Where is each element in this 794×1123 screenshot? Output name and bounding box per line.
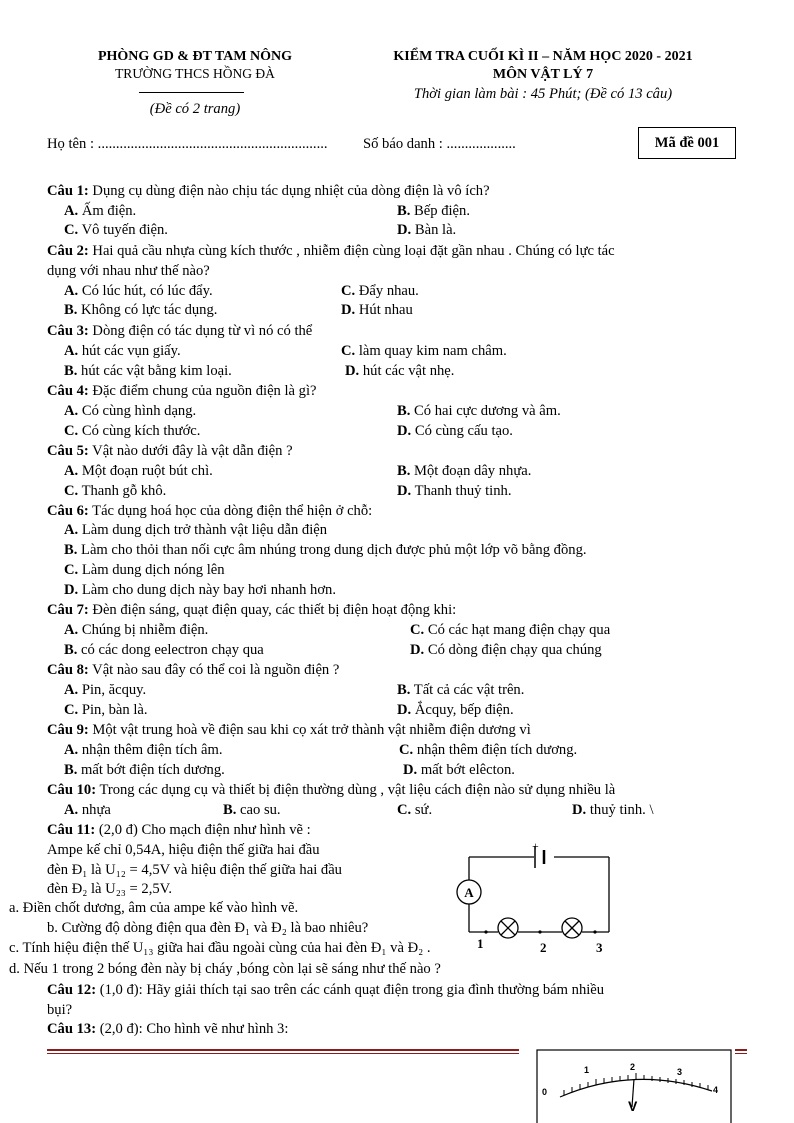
q11-text: (2,0 đ) Cho mạch điện như hình vẽ :	[95, 822, 311, 838]
opt-key: A.	[64, 283, 79, 299]
q11-line-2: đèn Đ₁ là U₁₂ = 4,5V và hiệu điện thế giữa hai đầu	[47, 862, 342, 878]
q8-option-b[interactable]	[397, 682, 524, 700]
opt-text: Đẩy nhau.	[355, 283, 419, 299]
opt-text: Ắcquy, bếp điện.	[411, 702, 514, 718]
opt-text: có các dong eelectron chạy qua	[77, 642, 264, 658]
q8-option-a[interactable]	[64, 682, 146, 700]
opt-text: làm quay kim nam châm.	[355, 343, 507, 359]
q11-line-3: đèn Đ₂ là U₂₃ = 2,5V.	[47, 881, 172, 897]
q5-option-b[interactable]	[397, 463, 531, 481]
pages-note: (Đề có 2 trang)	[149, 101, 241, 117]
q9-option-d[interactable]	[403, 762, 515, 780]
question-3	[47, 323, 312, 341]
opt-key: B.	[397, 403, 411, 419]
opt-key: C.	[410, 622, 425, 638]
q1-option-d[interactable]	[397, 222, 456, 240]
opt-text: Vô tuyến điện.	[78, 222, 168, 238]
opt-key: D.	[403, 762, 418, 778]
opt-text: Có cùng hình dạng.	[78, 403, 197, 419]
opt-key: D.	[397, 222, 412, 238]
opt-text: Không có lực tác dụng.	[77, 302, 218, 318]
battery-plus-label: +	[532, 839, 539, 853]
opt-key: B.	[397, 463, 411, 479]
q10-option-c[interactable]	[397, 802, 432, 820]
opt-key: B.	[397, 682, 411, 698]
opt-key: C.	[399, 742, 414, 758]
scale-label-0: 0	[542, 1087, 548, 1097]
q6-option-a[interactable]	[64, 522, 327, 540]
q6-option-c[interactable]	[64, 562, 225, 580]
opt-text: nhựa	[78, 802, 111, 818]
q3-text: Dòng điện có tác dụng từ vì nó có thể	[88, 323, 313, 339]
q2-option-d[interactable]	[341, 302, 413, 320]
q8-option-d[interactable]	[397, 702, 514, 720]
opt-text: nhận thêm điện tích âm.	[78, 742, 223, 758]
q6-label: Câu 6:	[47, 503, 89, 519]
q1-text: Dụng cụ dùng điện nào chịu tác dụng nhiệt của dòng điện là vô ích?	[88, 183, 490, 199]
opt-text: thuỷ tinh. \	[586, 802, 654, 818]
question-1	[47, 183, 490, 201]
opt-key: C.	[64, 483, 79, 499]
node-1-label: 1	[477, 936, 484, 951]
q4-label: Câu 4:	[47, 383, 89, 399]
q6-option-d[interactable]	[64, 582, 336, 600]
q3-option-a[interactable]	[64, 343, 181, 361]
opt-key: B.	[64, 762, 78, 778]
dept-name: PHÒNG GD & ĐT TAM NÔNG	[97, 49, 293, 64]
q5-option-a[interactable]	[64, 463, 213, 481]
q2-option-a[interactable]	[64, 283, 213, 301]
opt-key: A.	[64, 622, 79, 638]
opt-text: Pin, ăcquy.	[78, 682, 147, 698]
page-divider-right	[735, 1049, 747, 1051]
opt-text: sứ.	[411, 802, 433, 818]
opt-text: Làm dung dịch nóng lên	[78, 562, 225, 578]
subject: MÔN VẬT LÝ 7	[492, 67, 594, 82]
q7-option-b[interactable]	[64, 642, 264, 660]
q1-option-a[interactable]	[64, 203, 136, 221]
scale-label-2: 2	[630, 1062, 636, 1072]
opt-key: C.	[341, 343, 356, 359]
opt-key: D.	[397, 423, 412, 439]
node-2-dot	[538, 930, 541, 933]
opt-text: Thanh gỗ khô.	[78, 483, 167, 499]
q9-label: Câu 9:	[47, 722, 89, 738]
q7-text: Đèn điện sáng, quạt điện quay, các thiết bị điện hoạt động khi:	[88, 602, 457, 618]
q11-part-d: d. Nếu 1 trong 2 bóng đèn này bị cháy ,bóng còn lại sẽ sáng như thế nào ?	[9, 961, 441, 977]
exam-code-box	[638, 127, 736, 159]
opt-text: Ấm điện.	[78, 203, 137, 219]
opt-key: A.	[64, 463, 79, 479]
opt-text: Thanh thuỷ tinh.	[411, 483, 512, 499]
q9-text: Một vật trung hoà về điện sau khi cọ xát trở thành vật nhiễm điện dương vì	[88, 722, 531, 738]
q7-option-a[interactable]	[64, 622, 208, 640]
opt-key: A.	[64, 203, 79, 219]
opt-text: Làm cho dung dịch này bay hơi nhanh hơn.	[78, 582, 337, 598]
opt-text: mất bớt elêcton.	[417, 762, 515, 778]
question-8	[47, 662, 339, 680]
opt-text: Làm cho thỏi than nối cực âm nhúng trong dung dịch được phủ một lớp võ bằng đồng.	[77, 542, 587, 558]
opt-text: Một đoạn ruột bút chì.	[78, 463, 213, 479]
opt-key: C.	[64, 562, 79, 578]
q2-text: Hai quả cầu nhựa cùng kích thước , nhiễm điện cùng loại đặt gần nhau . Chúng có lực tác	[88, 243, 615, 259]
opt-key: A.	[64, 343, 79, 359]
question-6	[47, 503, 372, 521]
q2-label: Câu 2:	[47, 243, 89, 259]
q5-label: Câu 5:	[47, 443, 89, 459]
q3-option-b[interactable]	[64, 363, 232, 381]
q2-text-cont: dụng với nhau như thế nào?	[47, 263, 210, 279]
opt-key: B.	[64, 363, 78, 379]
opt-key: B.	[64, 302, 78, 318]
opt-key: B.	[64, 542, 78, 558]
opt-key: C.	[64, 702, 79, 718]
circuit-diagram	[450, 838, 630, 958]
q8-text: Vật nào sau đây có thể coi là nguồn điện ?	[88, 662, 340, 678]
opt-text: Bàn là.	[411, 222, 457, 238]
page-divider-left-thin	[47, 1053, 519, 1054]
ammeter-icon	[457, 880, 481, 904]
q13-text: (2,0 đ): Cho hình vẽ như hình 3:	[96, 1021, 289, 1037]
q4-option-b[interactable]	[397, 403, 561, 421]
opt-text: Có các hạt mang điện chạy qua	[424, 622, 611, 638]
q13-label: Câu 13:	[47, 1021, 97, 1037]
q11-part-c: c. Tính hiệu điện thế U₁₃ giữa hai đầu ngoài cùng của hai đèn Đ₁ và Đ₂ .	[9, 940, 431, 956]
q10-option-a[interactable]	[64, 802, 111, 820]
question-7	[47, 602, 456, 620]
opt-key: C.	[397, 802, 412, 818]
q12-label: Câu 12:	[47, 982, 97, 998]
q4-option-c[interactable]	[64, 423, 200, 441]
q3-option-d[interactable]	[345, 363, 454, 381]
scale-label-1: 1	[584, 1065, 590, 1075]
q9-option-b[interactable]	[64, 762, 225, 780]
opt-text: Có lúc hút, có lúc đẩy.	[78, 283, 213, 299]
lamp-1-icon	[498, 918, 518, 938]
q3-label: Câu 3:	[47, 323, 89, 339]
opt-key: D.	[410, 642, 425, 658]
opt-key: D.	[345, 363, 360, 379]
opt-key: A.	[64, 522, 79, 538]
opt-key: D.	[341, 302, 356, 318]
question-10	[47, 782, 615, 800]
opt-text: Một đoạn dây nhựa.	[410, 463, 532, 479]
q9-option-c[interactable]	[399, 742, 577, 760]
opt-text: Pin, bàn là.	[78, 702, 148, 718]
node-3-label: 3	[596, 940, 603, 955]
node-3-dot	[593, 930, 596, 933]
q11-part-b: b. Cường độ dòng điện qua đèn Đ₁ và Đ₂ là bao nhiêu?	[47, 920, 369, 936]
question-9	[47, 722, 531, 740]
opt-key: B.	[223, 802, 237, 818]
opt-key: D.	[397, 702, 412, 718]
q10-option-d[interactable]	[572, 802, 654, 820]
opt-text: Chúng bị nhiễm điện.	[78, 622, 209, 638]
q4-text: Đặc điểm chung của nguồn điện là gì?	[88, 383, 317, 399]
opt-key: C.	[341, 283, 356, 299]
q5-option-c[interactable]	[64, 483, 166, 501]
q11-label: Câu 11:	[47, 822, 96, 838]
q8-label: Câu 8:	[47, 662, 89, 678]
opt-text: mất bớt điện tích dương.	[77, 762, 225, 778]
q7-option-c[interactable]	[410, 622, 610, 640]
opt-key: A.	[64, 403, 79, 419]
time-note: Thời gian làm bài : 45 Phút; (Đề có 13 câu)	[413, 86, 673, 102]
scale-label-3: 3	[677, 1067, 683, 1077]
q11-line-1: Ampe kế chỉ 0,54A, hiệu điện thế giữa hai đầu	[47, 842, 320, 858]
q1-label: Câu 1:	[47, 183, 89, 199]
voltmeter-unit-label: V	[628, 1098, 638, 1114]
q7-label: Câu 7:	[47, 602, 89, 618]
q9-option-a[interactable]	[64, 742, 222, 760]
scale-label-4: 4	[713, 1085, 719, 1095]
q11-part-a: a. Điền chốt dương, âm của ampe kế vào hình vẽ.	[9, 900, 299, 916]
q12-text-cont: bụi?	[47, 1002, 73, 1018]
q2-option-b[interactable]	[64, 302, 217, 320]
exam-code: Mã đề 001	[654, 134, 720, 151]
opt-key: D.	[572, 802, 587, 818]
opt-text: Có cùng kích thước.	[78, 423, 201, 439]
opt-text: hút các vật bằng kim loại.	[77, 363, 232, 379]
ammeter-label: A	[464, 885, 474, 900]
q8-option-c[interactable]	[64, 702, 148, 720]
q1-option-c[interactable]	[64, 222, 168, 240]
q6-option-b[interactable]	[64, 542, 587, 560]
q10-label: Câu 10:	[47, 782, 97, 798]
node-1-dot	[484, 930, 487, 933]
school-name: TRƯỜNG THCS HỒNG ĐÀ	[115, 66, 275, 81]
opt-key: C.	[64, 222, 79, 238]
q4-option-a[interactable]	[64, 403, 196, 421]
question-12	[47, 982, 604, 1000]
voltmeter-figure	[536, 1049, 732, 1123]
opt-text: Có dòng điện chạy qua chúng	[424, 642, 602, 658]
q2-option-c[interactable]	[341, 283, 419, 301]
opt-text: Hút nhau	[355, 302, 413, 318]
q12-text: (1,0 đ): Hãy giải thích tại sao trên các cánh quạt điện trong gia đình thường bám nhiều	[96, 982, 605, 998]
q3-option-c[interactable]	[341, 343, 507, 361]
opt-text: Có hai cực dương và âm.	[410, 403, 561, 419]
q10-option-b[interactable]	[223, 802, 281, 820]
opt-key: A.	[64, 802, 79, 818]
opt-text: Làm dung dịch trở thành vật liệu dẫn điện	[78, 522, 328, 538]
opt-text: Tất cả các vật trên.	[410, 682, 525, 698]
question-11	[47, 822, 311, 840]
question-4	[47, 383, 317, 401]
name-field[interactable]: Họ tên : ...............................................................	[47, 136, 328, 152]
opt-key: D.	[397, 483, 412, 499]
q7-option-d[interactable]	[410, 642, 602, 660]
header-rule	[139, 92, 244, 93]
opt-key: A.	[64, 742, 79, 758]
question-5	[47, 443, 293, 461]
page-divider-left	[47, 1049, 519, 1051]
question-13	[47, 1021, 288, 1039]
opt-text: nhận thêm điện tích dương.	[413, 742, 578, 758]
node-2-label: 2	[540, 940, 547, 955]
q6-text: Tác dụng hoá học của dòng điện thể hiện ở chỗ:	[88, 503, 373, 519]
question-2	[47, 243, 615, 261]
q4-option-d[interactable]	[397, 423, 513, 441]
q5-option-d[interactable]	[397, 483, 511, 501]
opt-text: hút các vụn giấy.	[78, 343, 181, 359]
q1-option-b[interactable]	[397, 203, 470, 221]
lamp-2-icon	[562, 918, 582, 938]
circuit-wires	[469, 857, 609, 932]
exam-title: KIỂM TRA CUỐI KÌ II – NĂM HỌC 2020 - 2021	[393, 49, 693, 64]
opt-key: D.	[64, 582, 79, 598]
page-divider-right-thin	[735, 1053, 747, 1054]
opt-key: B.	[64, 642, 78, 658]
opt-key: A.	[64, 682, 79, 698]
opt-text: Bếp điện.	[410, 203, 470, 219]
opt-text: hút các vật nhẹ.	[359, 363, 455, 379]
q5-text: Vật nào dưới đây là vật dẫn điện ?	[88, 443, 293, 459]
q10-text: Trong các dụng cụ và thiết bị điện thường dùng , vật liệu cách điện nào sử dụng nhiều là	[96, 782, 616, 798]
opt-key: B.	[397, 203, 411, 219]
opt-text: Có cùng cấu tạo.	[411, 423, 513, 439]
opt-text: cao su.	[236, 802, 281, 818]
student-id-field[interactable]: Số báo danh : ...................	[363, 136, 516, 152]
opt-key: C.	[64, 423, 79, 439]
